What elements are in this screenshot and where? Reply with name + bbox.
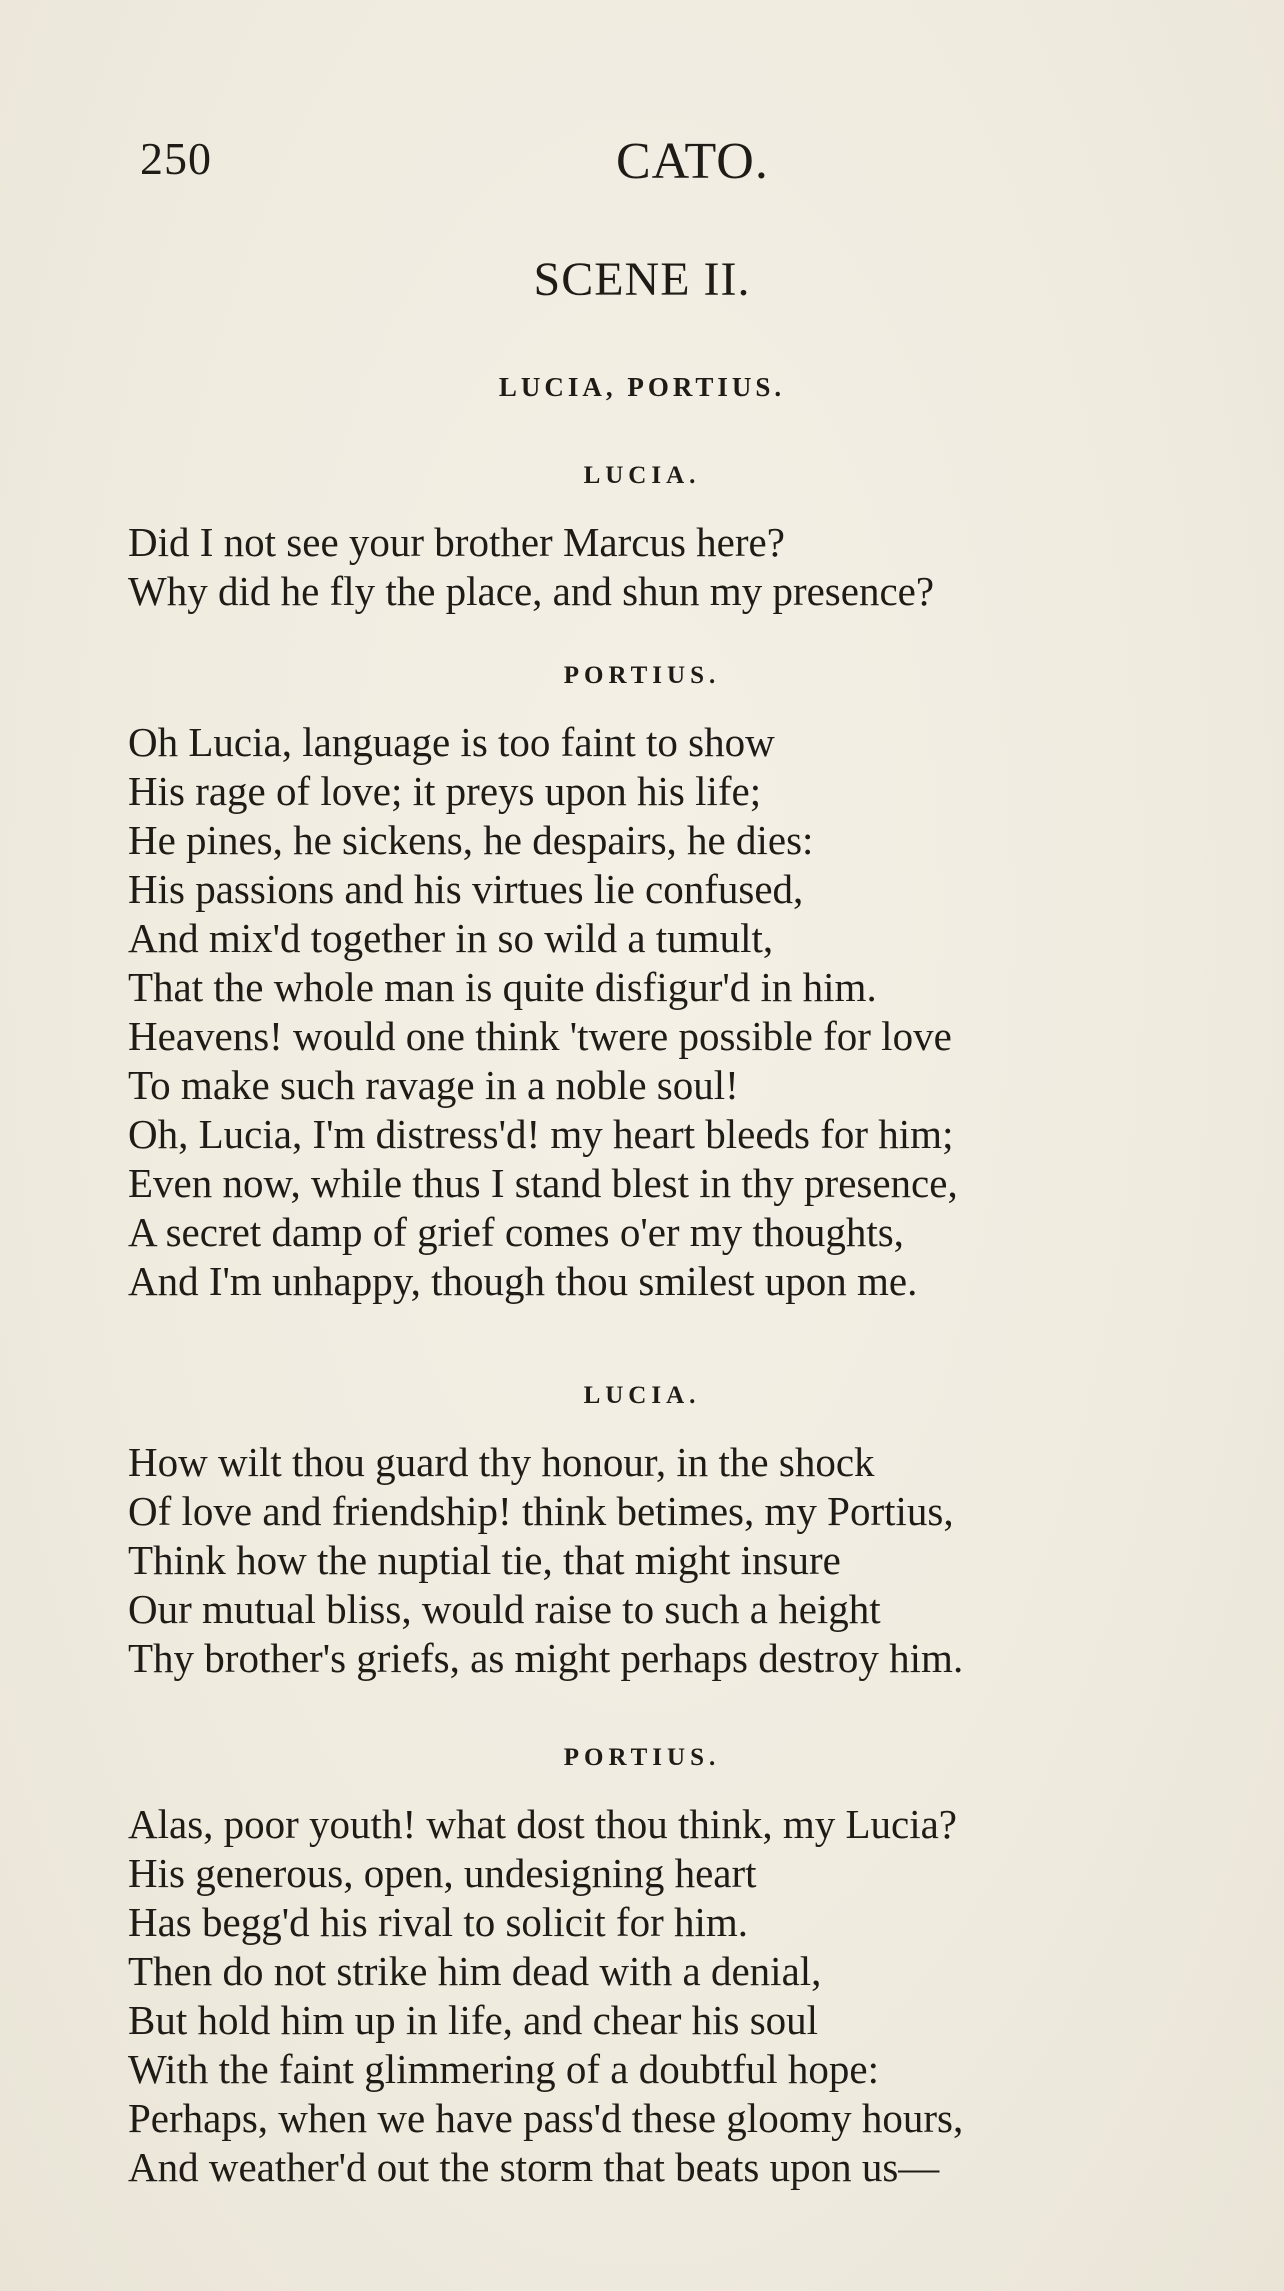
- speech-block: [0, 1376, 1284, 1683]
- scene-characters: LUCIA, PORTIUS.: [498, 372, 786, 402]
- speaker-name: PORTIUS.: [563, 662, 721, 689]
- verse-line: That the whole man is quite disfigur'd in him.: [128, 964, 877, 1010]
- verse-lines: [0, 1438, 1284, 1683]
- verse-line: With the faint glimmering of a doubtful hope:: [128, 2046, 879, 2092]
- speaker-name: PORTIUS.: [563, 1744, 721, 1771]
- scene-title: SCENE II.: [533, 253, 751, 306]
- verse-line: Our mutual bliss, would raise to such a height: [128, 1586, 881, 1632]
- verse-line: Thy brother's griefs, as might perhaps destroy him.: [128, 1635, 964, 1681]
- verse-line: His generous, open, undesigning heart: [128, 1850, 757, 1896]
- verse-line: Did I not see your brother Marcus here?: [128, 519, 785, 565]
- speech-block: [0, 1738, 1284, 2192]
- verse-line: A secret damp of grief comes o'er my thoughts,: [128, 1209, 904, 1255]
- speech-block: [0, 456, 1284, 616]
- verse-line: His rage of love; it preys upon his life;: [128, 768, 762, 814]
- verse-line: He pines, he sickens, he despairs, he dies:: [128, 817, 814, 863]
- speaker-name: LUCIA.: [583, 462, 701, 489]
- verse-line: How wilt thou guard thy honour, in the shock: [128, 1439, 875, 1485]
- verse-line: Then do not strike him dead with a denial,: [128, 1948, 822, 1994]
- verse-line: Oh Lucia, language is too faint to show: [128, 719, 775, 765]
- verse-line: Think how the nuptial tie, that might insure: [128, 1537, 841, 1583]
- verse-lines: [0, 1800, 1284, 2192]
- verse-lines: [0, 518, 1284, 616]
- verse-line: Of love and friendship! think betimes, my Portius,: [128, 1488, 954, 1534]
- verse-line: Perhaps, when we have pass'd these gloomy hours,: [128, 2095, 964, 2141]
- verse-line: And weather'd out the storm that beats upon us—: [128, 2144, 940, 2190]
- verse-line: And I'm unhappy, though thou smilest upon me.: [128, 1258, 918, 1304]
- page-header: [0, 132, 1284, 192]
- verse-line: Oh, Lucia, I'm distress'd! my heart bleeds for him;: [128, 1111, 954, 1157]
- verse-line: Alas, poor youth! what dost thou think, my Lucia?: [128, 1801, 957, 1847]
- verse-line: Even now, while thus I stand blest in thy presence,: [128, 1160, 958, 1206]
- running-title: CATO.: [616, 133, 769, 190]
- verse-lines: [0, 718, 1284, 1306]
- verse-line: Heavens! would one think 'twere possible for love: [128, 1013, 952, 1059]
- speech-block: [0, 656, 1284, 1306]
- speaker-name: LUCIA.: [583, 1382, 701, 1409]
- verse-line: Why did he fly the place, and shun my presence?: [128, 568, 935, 614]
- verse-line: But hold him up in life, and chear his soul: [128, 1997, 819, 2043]
- page-number: 250: [140, 133, 212, 184]
- verse-line: And mix'd together in so wild a tumult,: [128, 915, 774, 961]
- verse-line: Has begg'd his rival to solicit for him.: [128, 1899, 749, 1945]
- verse-line: His passions and his virtues lie confused,: [128, 866, 804, 912]
- verse-line: To make such ravage in a noble soul!: [128, 1062, 739, 1108]
